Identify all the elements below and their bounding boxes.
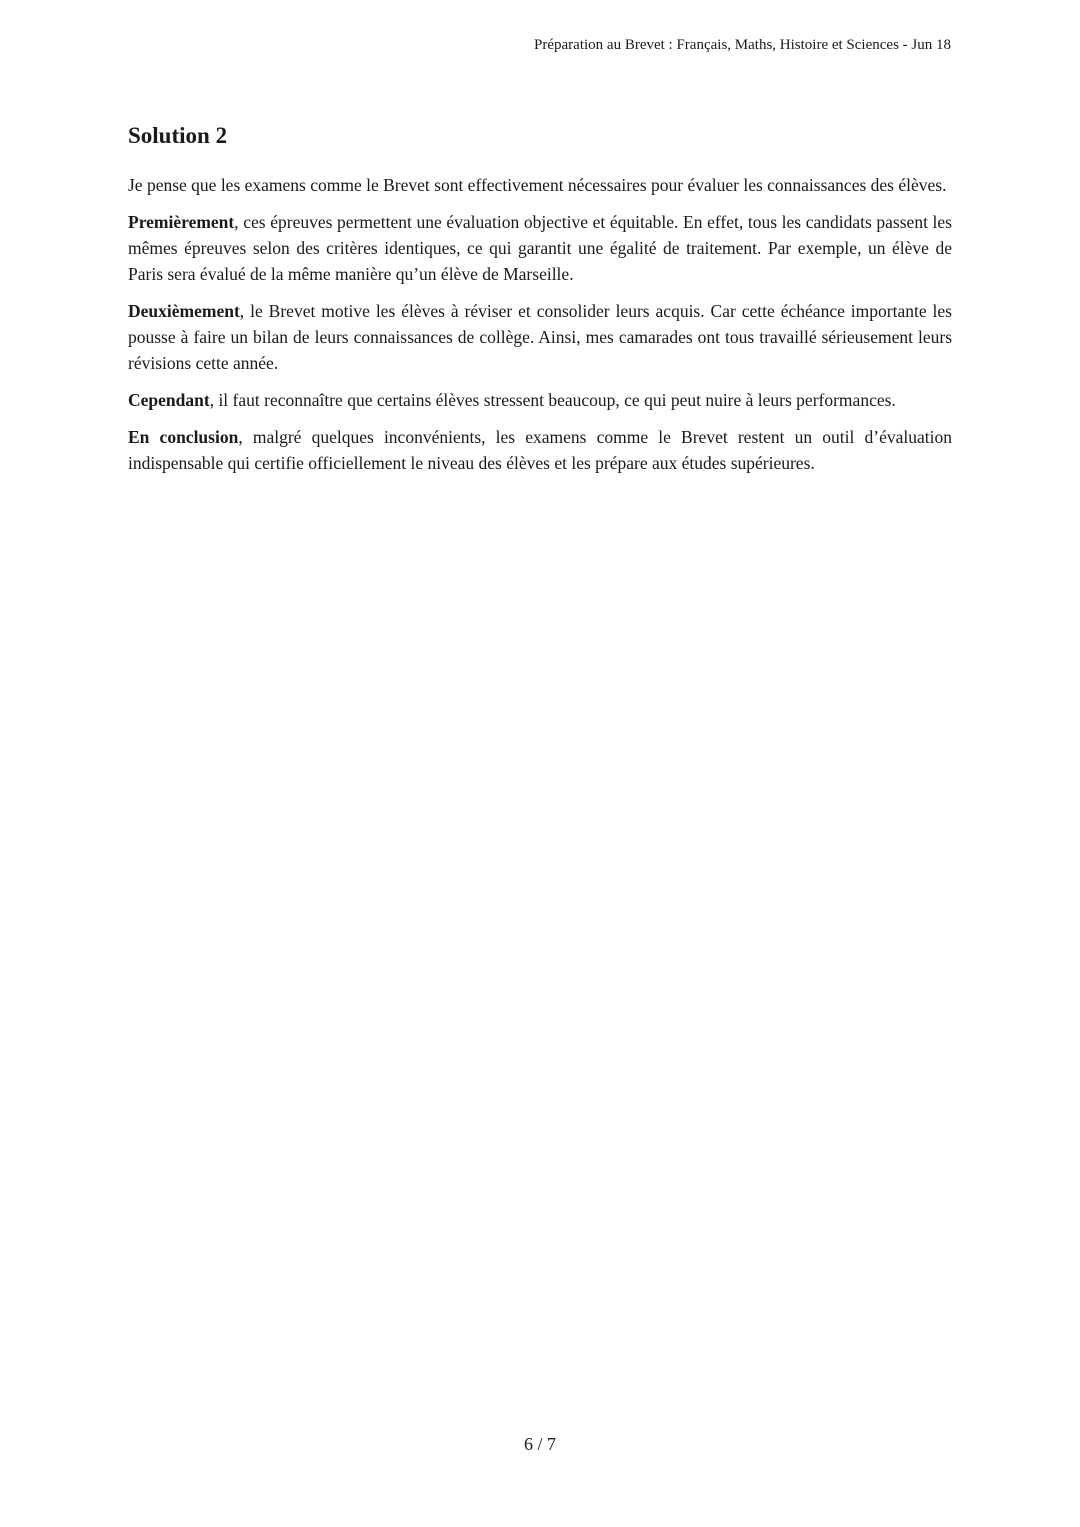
paragraph-text: , il faut reconnaître que certains élèves stressent beaucoup, ce qui peut nuire à leurs performances. — [209, 390, 896, 410]
paragraph-lead: Deuxièmement — [128, 301, 240, 321]
running-header: Préparation au Brevet : Français, Maths, Histoire et Sciences - Jun 18 — [534, 37, 951, 53]
paragraph-text: , le Brevet motive les élèves à réviser et consolider leurs acquis. Car cette échéance importante les pousse à faire un bilan de leurs connaissances de collège. Ainsi, mes camarades ont tous travaillé sérieusement leurs révisions cette année. — [128, 301, 952, 373]
paragraph-lead: Cependant — [128, 390, 210, 410]
page-number: 6 / 7 — [523, 1434, 556, 1454]
paragraph-lead: Premièrement — [128, 212, 235, 232]
counter-argument-paragraph — [128, 387, 952, 413]
conclusion-paragraph — [128, 424, 952, 476]
paragraph-text: , malgré quelques inconvénients, les examens comme le Brevet restent un outil d’évaluation indispensable qui certifie officiellement le niveau des élèves et les prépare aux études supérieures. — [128, 427, 952, 473]
intro-paragraph — [128, 172, 952, 198]
paragraph-text: Je pense que les examens comme le Brevet sont effectivement nécessaires pour évaluer les connaissances des élèves. — [128, 175, 947, 195]
document-body — [128, 120, 952, 487]
first-argument-paragraph — [128, 209, 952, 287]
solution-title: Solution 2 — [128, 123, 228, 148]
second-argument-paragraph — [128, 298, 952, 376]
paragraph-lead: En conclusion — [128, 427, 239, 447]
paragraph-text: , ces épreuves permettent une évaluation objective et équitable. En effet, tous les candidats passent les mêmes épreuves selon des critères identiques, ce qui garantit une égalité de traitement. Par exemple, un élève de Paris sera évalué de la même manière qu’un élève de Marseille. — [128, 212, 952, 284]
